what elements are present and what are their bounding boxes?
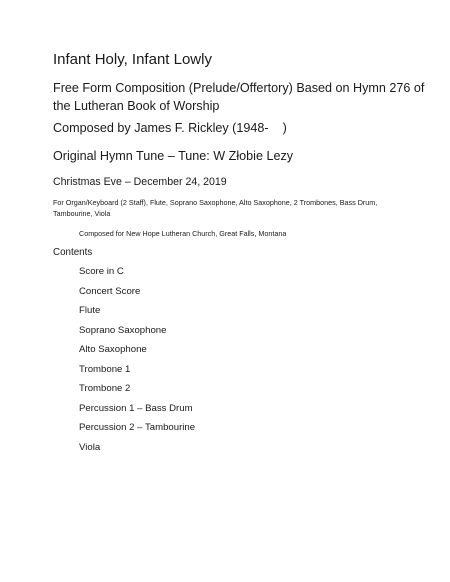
instrumentation-line: For Organ/Keyboard (2 Staff), Flute, Soprano Saxophone, Alto Saxophone, 2 Trombones, Bass Drum, Tambourine, Viola — [53, 198, 378, 218]
contents-item-percussion-2: Percussion 2 – Tambourine — [79, 422, 196, 433]
contents-item-concert-score: Concert Score — [79, 285, 141, 297]
contents-item-soprano-saxophone: Soprano Saxophone — [79, 324, 167, 336]
dedication-line: Composed for New Hope Lutheran Church, Great Falls, Montana — [79, 229, 287, 238]
contents-item-percussion-1: Percussion 1 – Bass Drum — [79, 402, 193, 414]
composer-line: Composed by James F. Rickley (1948- ) — [53, 121, 287, 135]
document-subtitle: Free Form Composition (Prelude/Offertory) Based on Hymn 276 of the Lutheran Book of Worship — [53, 81, 425, 113]
contents-item-trombone-1: Trombone 1 — [79, 363, 131, 375]
contents-item-trombone-2: Trombone 2 — [79, 383, 131, 394]
document-title: Infant Holy, Infant Lowly — [53, 51, 212, 68]
contents-item-alto-saxophone: Alto Saxophone — [79, 344, 147, 355]
contents-heading: Contents — [53, 247, 93, 258]
date-line: Christmas Eve – December 24, 2019 — [53, 176, 227, 188]
contents-list — [79, 266, 195, 461]
contents-item-score-in-c: Score in C — [79, 266, 124, 277]
contents-item-flute: Flute — [79, 305, 101, 316]
contents-item-viola: Viola — [79, 441, 101, 453]
hymn-tune-line: Original Hymn Tune – Tune: W Złobie Lezy — [53, 149, 294, 163]
